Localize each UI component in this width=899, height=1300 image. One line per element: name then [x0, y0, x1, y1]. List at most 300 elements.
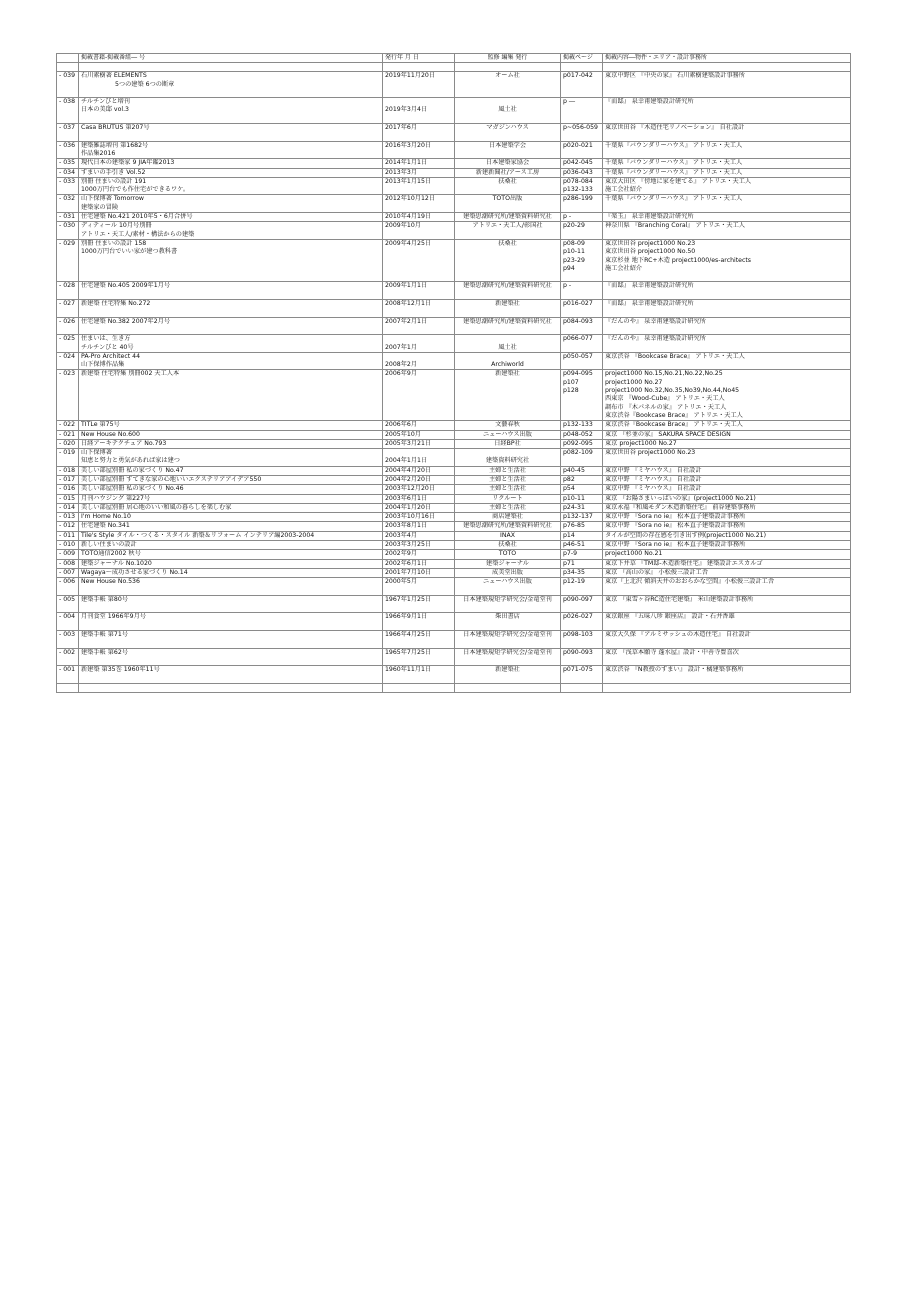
entry-number-text: - 013: [59, 513, 76, 521]
entry-description: [603, 613, 851, 631]
table-row: [57, 352, 851, 370]
entry-description: [603, 222, 851, 240]
entry-number: [57, 300, 79, 318]
entry-number: [57, 195, 79, 213]
entry-description: [603, 168, 851, 177]
entry-publisher: [455, 213, 561, 222]
table-row: [57, 168, 851, 177]
entry-publisher-line: 日経BP社: [494, 439, 521, 447]
table-row: [57, 421, 851, 430]
entry-date: [383, 300, 455, 318]
entry-date-line: 1967年1月25日: [385, 595, 432, 603]
entry-title-line: 美しい部屋別冊 すてきな家の心地いいエクステリアアイデア550: [81, 475, 262, 483]
entry-publisher: [455, 300, 561, 318]
entry-pages: [561, 666, 603, 684]
entry-title: [79, 494, 383, 503]
entry-description: [603, 541, 851, 550]
entry-title-line: 住宅建築 No.405 2009年1月号: [81, 282, 171, 290]
entry-pages-line: p042-045: [563, 159, 593, 167]
entry-publisher: [455, 485, 561, 494]
entry-date: [383, 141, 455, 159]
entry-description: [603, 300, 851, 318]
entry-publisher-line: 日本建築規矩学研究会/金竜堂刊: [463, 631, 552, 639]
table-row: [57, 300, 851, 318]
entry-publisher: [455, 522, 561, 531]
header-publisher: 監修 編集 発行: [455, 54, 561, 63]
entry-publisher-line: 日本建築規矩学研究会/金竜堂刊: [463, 595, 552, 603]
entry-number: [57, 222, 79, 240]
entry-number: [57, 370, 79, 421]
entry-pages: [561, 522, 603, 531]
entry-pages: [561, 370, 603, 421]
entry-title: [79, 159, 383, 168]
entry-number: [57, 541, 79, 550]
entry-number-text: - 021: [59, 430, 76, 438]
entry-description-line: project1000 No.15,No.21,No.22,No.25: [605, 370, 723, 378]
entry-title: [79, 595, 383, 613]
entry-number-text: - 012: [59, 522, 76, 530]
entry-number: [57, 421, 79, 430]
entry-publisher: [455, 352, 561, 370]
entry-date: [383, 513, 455, 522]
entry-description-line: 東京中野 『Sora no ie』 松本直子建築設計事務所: [605, 513, 746, 521]
entry-pages: [561, 485, 603, 494]
entry-date: [383, 449, 455, 467]
entry-pages-line: p082-109: [563, 449, 593, 457]
entry-pages-line: p10-11: [563, 494, 585, 502]
entry-description-line: 東京中野 『Sora no ie』 松本直子建築設計事務所: [605, 541, 746, 549]
entry-description: [603, 522, 851, 531]
entry-title: [79, 613, 383, 631]
entry-description: [603, 466, 851, 475]
entry-number: [57, 439, 79, 448]
entry-date-line: 2010年4月19日: [385, 213, 432, 221]
entry-date-line: 2013年1月15日: [385, 177, 432, 185]
entry-title: [79, 370, 383, 421]
entry-date: [383, 239, 455, 282]
entry-title-line: 1000万円台でも作住宅ができるワケ。: [81, 186, 190, 194]
header-title: 掲載書籍-掲載番組― 号: [79, 54, 383, 63]
entry-date-line: 2007年2月1日: [385, 317, 428, 325]
entry-description-line: 『而邸』 泉幸甫建築設計研究所: [605, 98, 694, 106]
entry-title: [79, 177, 383, 195]
entry-publisher-line: 建築ジャーナル: [486, 559, 529, 567]
entry-date: [383, 568, 455, 577]
entry-pages-line: p090-093: [563, 648, 593, 656]
entry-title-line: 山下保博著 Tomorrow: [81, 195, 144, 203]
entry-date-line: 2003年3月25日: [385, 541, 432, 549]
entry-title-line: New House No.536: [81, 578, 140, 586]
entry-description: [603, 578, 851, 596]
entry-publisher-line: 扶桑社: [498, 541, 517, 549]
entry-date-line: 2000年5月: [385, 578, 418, 586]
entry-pages-line: p066-077: [563, 335, 593, 343]
entry-number: [57, 631, 79, 649]
entry-number-text: - 007: [59, 568, 76, 576]
entry-description-line: 東京渋谷『Bookcase Brace』 アトリエ・天工人: [605, 411, 743, 419]
entry-date-line: 2003年8月1日: [385, 522, 428, 530]
entry-title-line: 作品集2016: [81, 149, 116, 157]
entry-pages-line: p084-093: [563, 317, 593, 325]
entry-date: [383, 195, 455, 213]
entry-number-text: - 036: [59, 141, 76, 149]
entry-title-line: TITLe 第75号: [81, 421, 120, 429]
entry-title-line: 住まいは、生き方: [81, 335, 131, 343]
entry-description: [603, 335, 851, 353]
entry-number: [57, 124, 79, 142]
entry-date: [383, 317, 455, 335]
entry-publisher: [455, 177, 561, 195]
entry-pages: [561, 141, 603, 159]
entry-pages: [561, 300, 603, 318]
entry-number-text: - 014: [59, 503, 76, 511]
entry-number-text: - 010: [59, 541, 76, 549]
entry-number: [57, 513, 79, 522]
entry-date-line: 2004年1月1日: [385, 457, 428, 465]
entry-number-text: - 015: [59, 494, 76, 502]
entry-pages-line: p40-45: [563, 466, 585, 474]
entry-publisher: [455, 541, 561, 550]
entry-title-line: 月刊ハウジング 第227号: [81, 494, 151, 502]
entry-number: [57, 159, 79, 168]
table-row: [57, 541, 851, 550]
entry-date: [383, 531, 455, 540]
entry-publisher-line: 成美堂出版: [492, 568, 523, 576]
entry-description-line: 東京杉並 地下RC+木造 project1000/es-architects: [605, 256, 752, 264]
entry-pages: [561, 159, 603, 168]
entry-date-line: 2019年11月20日: [385, 72, 436, 80]
entry-title: [79, 449, 383, 467]
entry-date-line: 1966年4月25日: [385, 631, 432, 639]
entry-description-line: 東京 project1000 No.27: [605, 439, 677, 447]
entry-date: [383, 666, 455, 684]
entry-publisher-line: ニューハウス出版: [482, 578, 532, 586]
entry-number-text: - 009: [59, 550, 76, 558]
entry-number: [57, 475, 79, 484]
entry-pages: [561, 648, 603, 666]
entry-date-line: 2005年10月: [385, 430, 421, 438]
entry-description-line: 千葉県『バウンダリーハウス』 アトリエ・天工人: [605, 159, 743, 167]
entry-publisher-line: リクルート: [492, 494, 523, 502]
entry-description-line: 東京渋谷『Bookcase Brace』 アトリエ・天工人: [605, 421, 743, 429]
entry-description: [603, 177, 851, 195]
entry-date: [383, 421, 455, 430]
entry-title: [79, 648, 383, 666]
entry-title-line: 知恵と努力と勇気があれば家は建つ: [81, 457, 180, 465]
entry-number: [57, 613, 79, 631]
entry-description-line: 調布市 『木パネルの家』 アトリエ・天工人: [605, 403, 727, 411]
entry-number-text: - 001: [59, 666, 76, 674]
entry-title: [79, 72, 383, 98]
entry-title-line: 住宅建築 No.421 2010年5・6月合併号: [81, 213, 193, 221]
entry-title-line: New House No.600: [81, 430, 140, 438]
entry-description: [603, 559, 851, 568]
entry-title-line: 石川素樹著 ELEMENTS: [81, 72, 147, 80]
entry-pages-line: p10-11: [563, 248, 585, 256]
entry-description: [603, 503, 851, 512]
table-row: [57, 475, 851, 484]
entry-description-line: 施工会社紹介: [605, 186, 643, 194]
entry-number-text: - 008: [59, 559, 76, 567]
entry-title-line: 住宅建築 No.341: [81, 522, 130, 530]
entry-date-line: 2009年4月25日: [385, 239, 432, 247]
entry-number: [57, 503, 79, 512]
entry-title-line: 建築ジャーナル No.1020: [81, 559, 152, 567]
entry-pages: [561, 352, 603, 370]
entry-number-text: - 016: [59, 485, 76, 493]
entry-publisher-line: TOTO: [498, 550, 517, 558]
entry-date-line: 2009年1月1日: [385, 282, 428, 290]
entry-number-text: - 003: [59, 631, 76, 639]
entry-pages-line: p017-042: [563, 72, 593, 80]
entry-number-text: - 030: [59, 222, 76, 230]
entry-pages: [561, 282, 603, 300]
entry-pages-line: p128: [563, 387, 579, 394]
entry-pages: [561, 550, 603, 559]
entry-description-line: 東京大久保 『アルミサッシュの木造住宅』 自社設計: [605, 631, 751, 639]
entry-number: [57, 282, 79, 300]
entry-date: [383, 503, 455, 512]
entry-pages: [561, 541, 603, 550]
entry-date: [383, 335, 455, 353]
entry-pages: [561, 449, 603, 467]
entry-number: [57, 335, 79, 353]
entry-pages: [561, 124, 603, 142]
entry-number: [57, 72, 79, 98]
entry-publisher: [455, 466, 561, 475]
entry-number-text: - 023: [59, 370, 76, 378]
entry-date-line: 1960年11月1日: [385, 666, 432, 674]
entry-title-line: 新建築 第35巻 1960年11号: [81, 666, 160, 674]
entry-publisher-line: 新建築社: [495, 370, 520, 378]
table-row: [57, 503, 851, 512]
entry-title-line: 1000万円台でいい家が建つ教科書: [81, 248, 178, 256]
entry-number-text: - 011: [59, 531, 76, 539]
entry-number: [57, 466, 79, 475]
entry-pages-line: p20-29: [563, 222, 585, 230]
entry-description-line: 東京世田谷 project1000 No.50: [605, 248, 696, 256]
entry-description: [603, 239, 851, 282]
entry-publisher-line: ニューハウス出版: [482, 430, 532, 438]
entry-publisher: [455, 475, 561, 484]
entry-publisher: [455, 578, 561, 596]
entry-title-line: 山下保博著: [81, 449, 112, 457]
entry-date: [383, 578, 455, 596]
entry-date: [383, 430, 455, 439]
entry-number: [57, 352, 79, 370]
entry-number: [57, 522, 79, 531]
entry-date: [383, 370, 455, 421]
entry-pages-line: p -: [563, 282, 572, 290]
entry-date: [383, 494, 455, 503]
entry-publisher-line: アトリエ・天工人/彰国社: [472, 222, 543, 230]
table-row: [57, 159, 851, 168]
entry-pages: [561, 613, 603, 631]
entry-publisher: [455, 282, 561, 300]
table-row: [57, 335, 851, 353]
entry-date: [383, 124, 455, 142]
entry-pages: [561, 317, 603, 335]
entry-title-line: 建築手帳 第62号: [81, 648, 128, 656]
entry-date-line: 2002年9月: [385, 550, 418, 558]
entry-title: [79, 475, 383, 484]
entry-description: [603, 124, 851, 142]
entry-number-text: - 022: [59, 421, 76, 429]
table-row: [57, 494, 851, 503]
table-row: [57, 317, 851, 335]
entry-date-line: 2013年3月: [385, 168, 418, 176]
entry-publisher-line: TOTO出版: [492, 195, 523, 203]
entry-date: [383, 613, 455, 631]
entry-publisher: [455, 631, 561, 649]
entry-number: [57, 559, 79, 568]
entry-number-text: - 035: [59, 159, 76, 167]
table-row: [57, 124, 851, 142]
entry-description-line: 東京世田谷 『木造住宅リノベーション』 自社設計: [605, 124, 745, 132]
entry-title: [79, 352, 383, 370]
entry-title-line: 新しい住まいの設計: [81, 541, 137, 549]
entry-description-line: 東京 『浅草本願寺 蓬水屋』設計・中善寺豊喜次: [605, 648, 739, 656]
entry-number: [57, 648, 79, 666]
entry-date-line: 2017年6月: [385, 124, 418, 132]
entry-description-line: 千葉県『バウンダリーハウス』 アトリエ・天工人: [605, 195, 743, 203]
entry-pages-line: p090-097: [563, 595, 593, 603]
table-row: [57, 177, 851, 195]
entry-description-line: 神奈川県 『Branching Coral』 アトリエ・天工人: [605, 222, 745, 230]
spacer-row: [57, 63, 851, 72]
table-row: [57, 195, 851, 213]
entry-publisher: [455, 168, 561, 177]
header-pages: 掲載ページ: [561, 54, 603, 63]
entry-pages-line: p092-095: [563, 439, 593, 447]
entry-description: [603, 513, 851, 522]
entry-publisher: [455, 98, 561, 124]
entry-title: [79, 568, 383, 577]
entry-title-line: アトリエ・天工人/素材・構法からの建築: [81, 230, 195, 238]
entry-description: [603, 141, 851, 159]
entry-publisher-line: 新建築社: [495, 300, 520, 308]
entry-description-line: 『而邸』 泉幸甫建築設計研究所: [605, 300, 694, 308]
entry-publisher: [455, 430, 561, 439]
entry-description-line: 『楽玉』 泉幸甫建築設計研究所: [605, 213, 694, 221]
header-description: 掲載内容―物件・エリア・設計事務所: [603, 54, 851, 63]
table-row: [57, 282, 851, 300]
entry-publisher-line: 扶桑社: [498, 177, 517, 185]
entry-title-line: すまいの手引き Vol.52: [81, 168, 146, 176]
entry-publisher: [455, 531, 561, 540]
entry-title: [79, 430, 383, 439]
entry-title-line: 別冊 住まいの設計 191: [81, 177, 147, 185]
entry-number-text: - 005: [59, 595, 76, 603]
entry-description-line: 東京中野 『ミヤハウス』 自社設計: [605, 485, 702, 493]
entry-pages-line: p ―: [563, 98, 576, 106]
entry-date-line: 2008年12月1日: [385, 300, 432, 308]
entry-description-line: 東京世田谷 project1000 No.23: [605, 239, 696, 247]
entry-title: [79, 98, 383, 124]
entry-number-text: - 024: [59, 352, 76, 360]
entry-date-line: 2002年6月1日: [385, 559, 428, 567]
entry-date-line: 2001年7月10日: [385, 568, 432, 576]
entry-date-line: 1965年7月25日: [385, 648, 432, 656]
entry-number: [57, 485, 79, 494]
entry-date: [383, 475, 455, 484]
entry-pages-line: p020-021: [563, 141, 593, 149]
entry-description-line: 東京 『杉並の家』 SAKURA SPACE DESIGN: [605, 430, 731, 438]
entry-publisher: [455, 613, 561, 631]
entry-pages-line: p24-31: [563, 503, 585, 511]
entry-pages-line: p107: [563, 378, 579, 386]
entry-description-line: project1000 No.32,No.35,No39,No.44,No45: [605, 387, 740, 394]
entry-publisher: [455, 503, 561, 512]
entry-description: [603, 282, 851, 300]
entry-description: [603, 475, 851, 484]
entry-publisher: [455, 666, 561, 684]
entry-number-text: - 029: [59, 239, 76, 247]
entry-publisher: [455, 648, 561, 666]
entry-description: [603, 550, 851, 559]
table-row: [57, 141, 851, 159]
entry-date-line: 2003年12月20日: [385, 485, 436, 493]
entry-title-line: 現代日本の建築家 9 JIA年鑑2013: [81, 159, 175, 167]
entry-pages: [561, 503, 603, 512]
entry-title: [79, 439, 383, 448]
entry-pages-line: p82: [563, 475, 575, 483]
entry-publisher: [455, 195, 561, 213]
entry-number: [57, 141, 79, 159]
entry-title-line: 建築手帳 第71号: [81, 631, 128, 639]
entry-number-text: - 033: [59, 177, 76, 185]
entry-title-line: TOTO通信2002 秋号: [81, 550, 141, 558]
entry-title-line: 建築家の冒険: [81, 203, 119, 211]
entry-date-line: 1966年9月1日: [385, 613, 428, 621]
entry-publisher: [455, 559, 561, 568]
entry-description-line: 『而邸』 泉幸甫建築設計研究所: [605, 282, 694, 290]
entry-number-text: - 034: [59, 168, 76, 176]
entry-publisher: [455, 159, 561, 168]
entry-number: [57, 595, 79, 613]
entry-date: [383, 159, 455, 168]
entry-number-text: - 038: [59, 98, 76, 106]
entry-title: [79, 335, 383, 353]
entry-pages-line: p54: [563, 485, 575, 493]
entry-pages-line: p76-85: [563, 522, 585, 530]
entry-publisher-line: 建築思潮研究所/建築資料研究社: [463, 282, 552, 290]
entry-number-text: - 031: [59, 213, 76, 221]
spacer-row: [57, 683, 851, 692]
entry-number: [57, 494, 79, 503]
entry-number-text: - 026: [59, 317, 76, 325]
entry-description-line: 東京 『お陽さまいっぱいの家』(project1000 No.21): [605, 494, 756, 502]
table-body: [57, 54, 851, 693]
entry-title: [79, 531, 383, 540]
entry-date-line: 2003年10月16日: [385, 513, 436, 521]
entry-description-line: タイルが空間の存在感を引き出す例(project1000 No.21): [605, 531, 767, 539]
entry-description-line: 東京大田区 『傍地に家を建てる』 アトリエ・天工人: [605, 177, 752, 185]
entry-description-line: 『だんのや』 泉幸甫建築設計研究所: [605, 317, 706, 325]
entry-date: [383, 72, 455, 98]
entry-number-text: - 004: [59, 613, 76, 621]
entry-title-line: 建築雑誌増刊 第1682号: [81, 141, 149, 149]
entry-pages: [561, 222, 603, 240]
table-row: [57, 370, 851, 421]
entry-publisher: [455, 550, 561, 559]
entry-pages: [561, 72, 603, 98]
table-row: [57, 613, 851, 631]
entry-date: [383, 98, 455, 124]
entry-title-line: ディティール 10月号別冊: [81, 222, 152, 230]
entry-number: [57, 666, 79, 684]
entry-pages: [561, 475, 603, 484]
